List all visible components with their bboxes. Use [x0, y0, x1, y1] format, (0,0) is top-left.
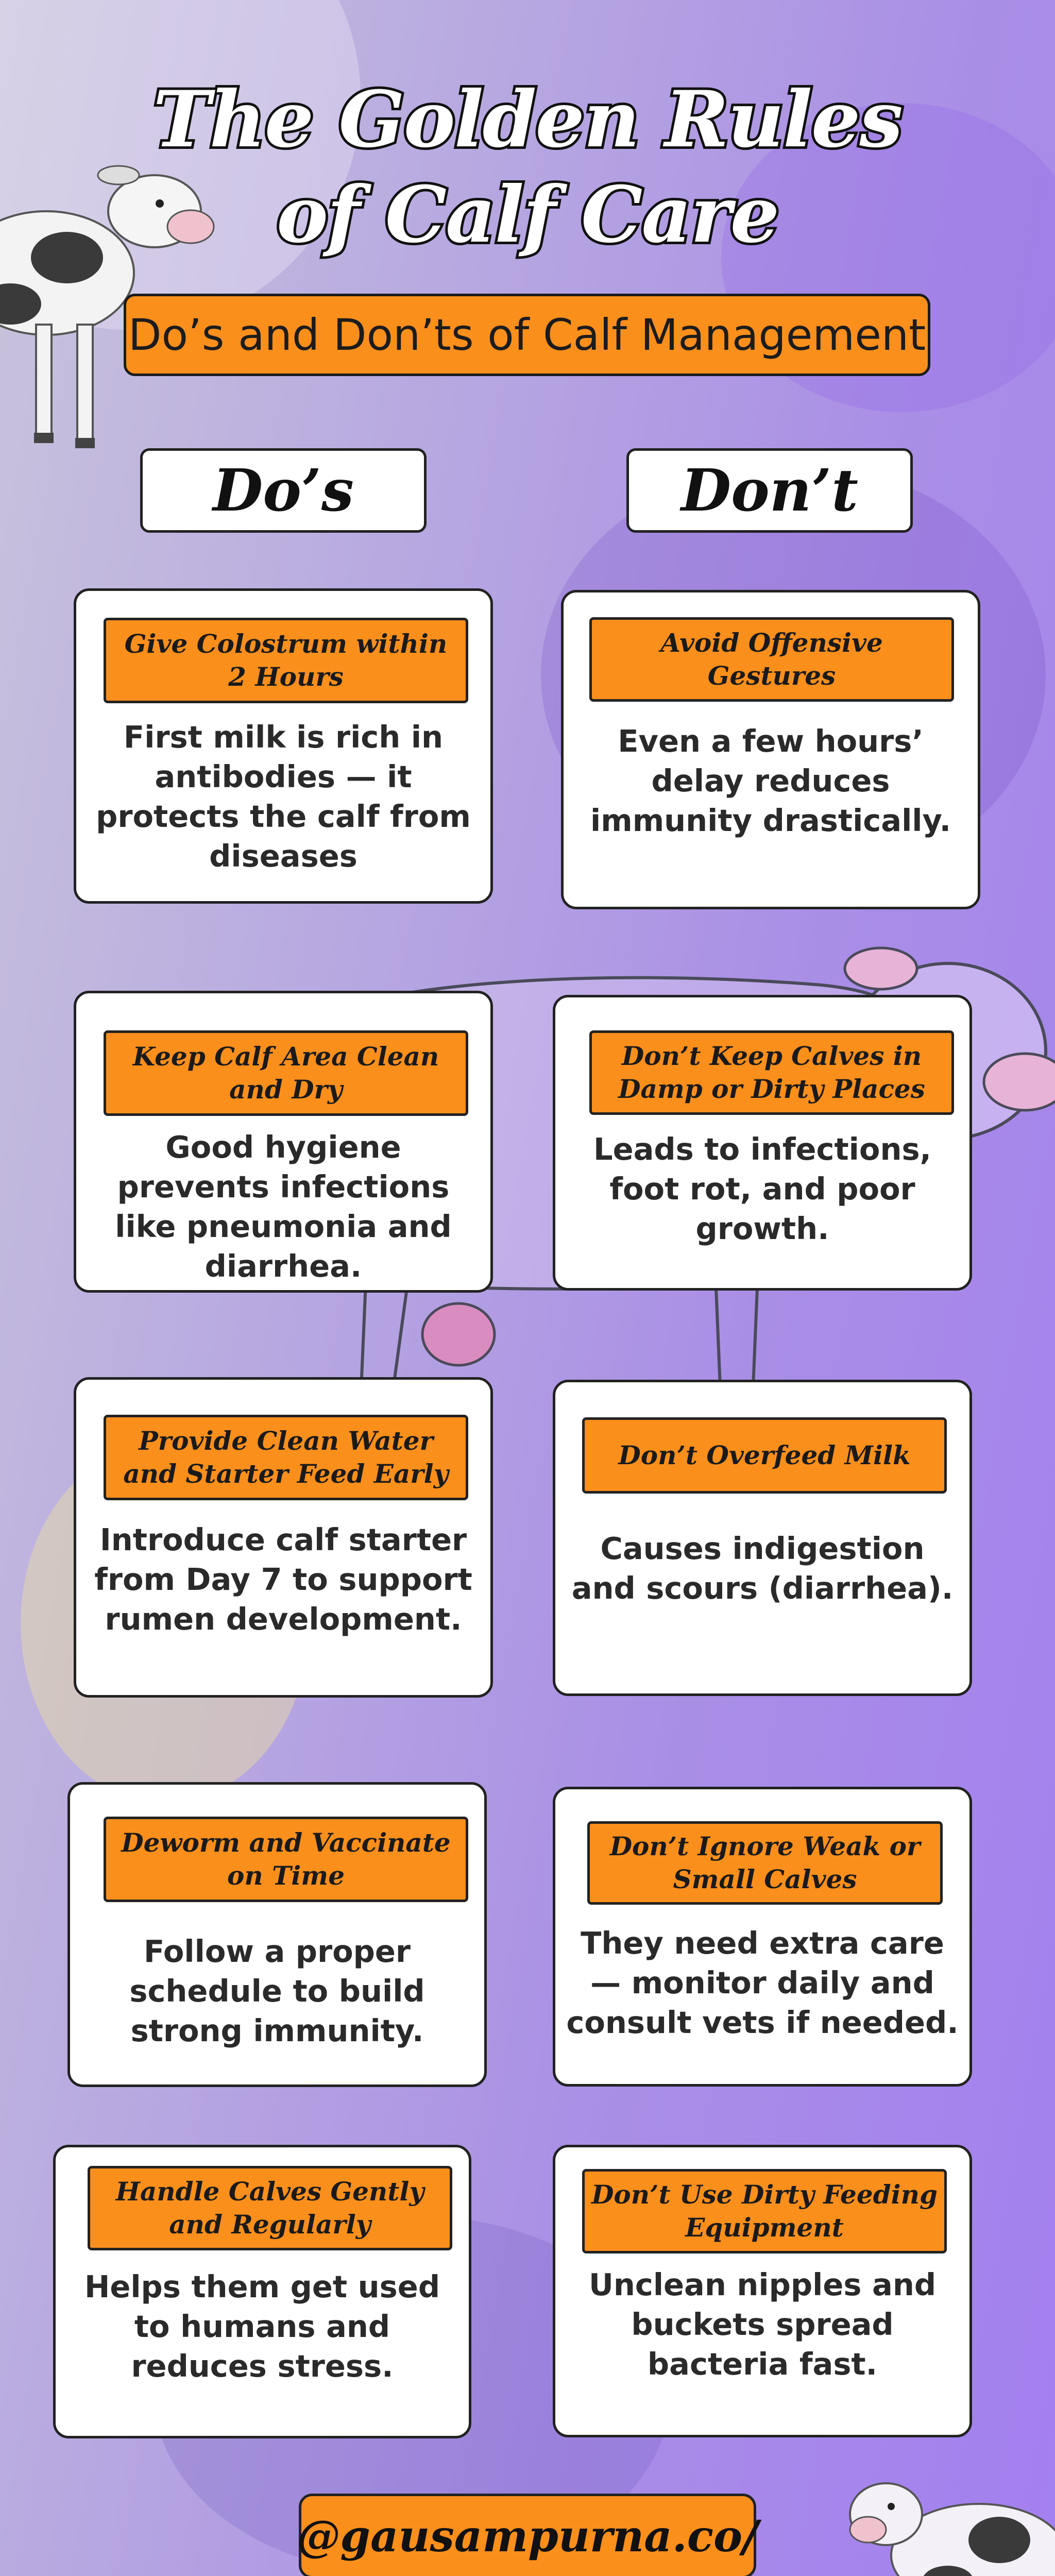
dont-card-heading: Don’t Overfeed Milk [582, 1417, 947, 1494]
cow-illustration-bottom-right [845, 2463, 1055, 2576]
title-line-2: of Calf Care [276, 170, 779, 260]
dont-card [553, 1380, 972, 1696]
do-card [74, 1377, 493, 1698]
do-card [74, 588, 493, 904]
do-card-heading: Deworm and Vaccinate on Time [104, 1817, 468, 1902]
dont-card-body: Even a few hours’ delay reduces immunity drastically. [590, 723, 951, 838]
page-title [0, 72, 1055, 263]
do-card [53, 2145, 471, 2438]
do-card-heading: Keep Calf Area Clean and Dry [104, 1030, 468, 1116]
dont-card [561, 590, 980, 909]
dont-card-heading: Don’t Ignore Weak or Small Calves [587, 1821, 943, 1905]
donts-column-header: Don’t [626, 448, 913, 533]
social-handle: @gausampurna.co/ [299, 2494, 756, 2576]
do-card-body: Introduce calf starter from Day 7 to support rumen development. [94, 1522, 472, 1637]
subtitle-banner: Do’s and Don’ts of Calf Management [124, 294, 930, 376]
do-card-body: Good hygiene prevents infections like pneumonia and diarrhea. [115, 1129, 452, 1284]
dont-card-body: Unclean nipples and buckets spread bacteria fast. [588, 2267, 937, 2382]
dont-card-heading: Don’t Use Dirty Feeding Equipment [582, 2169, 947, 2253]
dont-card [553, 995, 972, 1291]
do-card-heading: Give Colostrum within 2 Hours [104, 618, 468, 703]
dos-column-header: Do’s [140, 448, 427, 533]
dont-card-heading: Avoid Offensive Gestures [589, 617, 954, 702]
do-card-heading: Handle Calves Gently and Regularly [88, 2166, 452, 2250]
title-line-1: The Golden Rules [153, 74, 902, 165]
do-card-body: Helps them get used to humans and reduces stress. [84, 2269, 440, 2384]
dont-card-body: Causes indigestion and scours (diarrhea). [571, 1531, 954, 1606]
do-card [74, 991, 493, 1293]
do-card [67, 1782, 487, 2087]
do-card-heading: Provide Clean Water and Starter Feed Early [104, 1415, 468, 1500]
dont-card-heading: Don’t Keep Calves in Damp or Dirty Places [589, 1030, 954, 1115]
dont-card-body: Leads to infections, foot rot, and poor growth. [593, 1131, 931, 1246]
dont-card [553, 2145, 972, 2437]
dont-card [553, 1787, 972, 2087]
do-card-body: First milk is rich in antibodies — it protects the calf from diseases [96, 719, 471, 874]
dont-card-body: They need extra care — monitor daily and consult vets if needed. [566, 1925, 959, 2040]
do-card-body: Follow a proper schedule to build strong immunity. [129, 1934, 425, 2048]
